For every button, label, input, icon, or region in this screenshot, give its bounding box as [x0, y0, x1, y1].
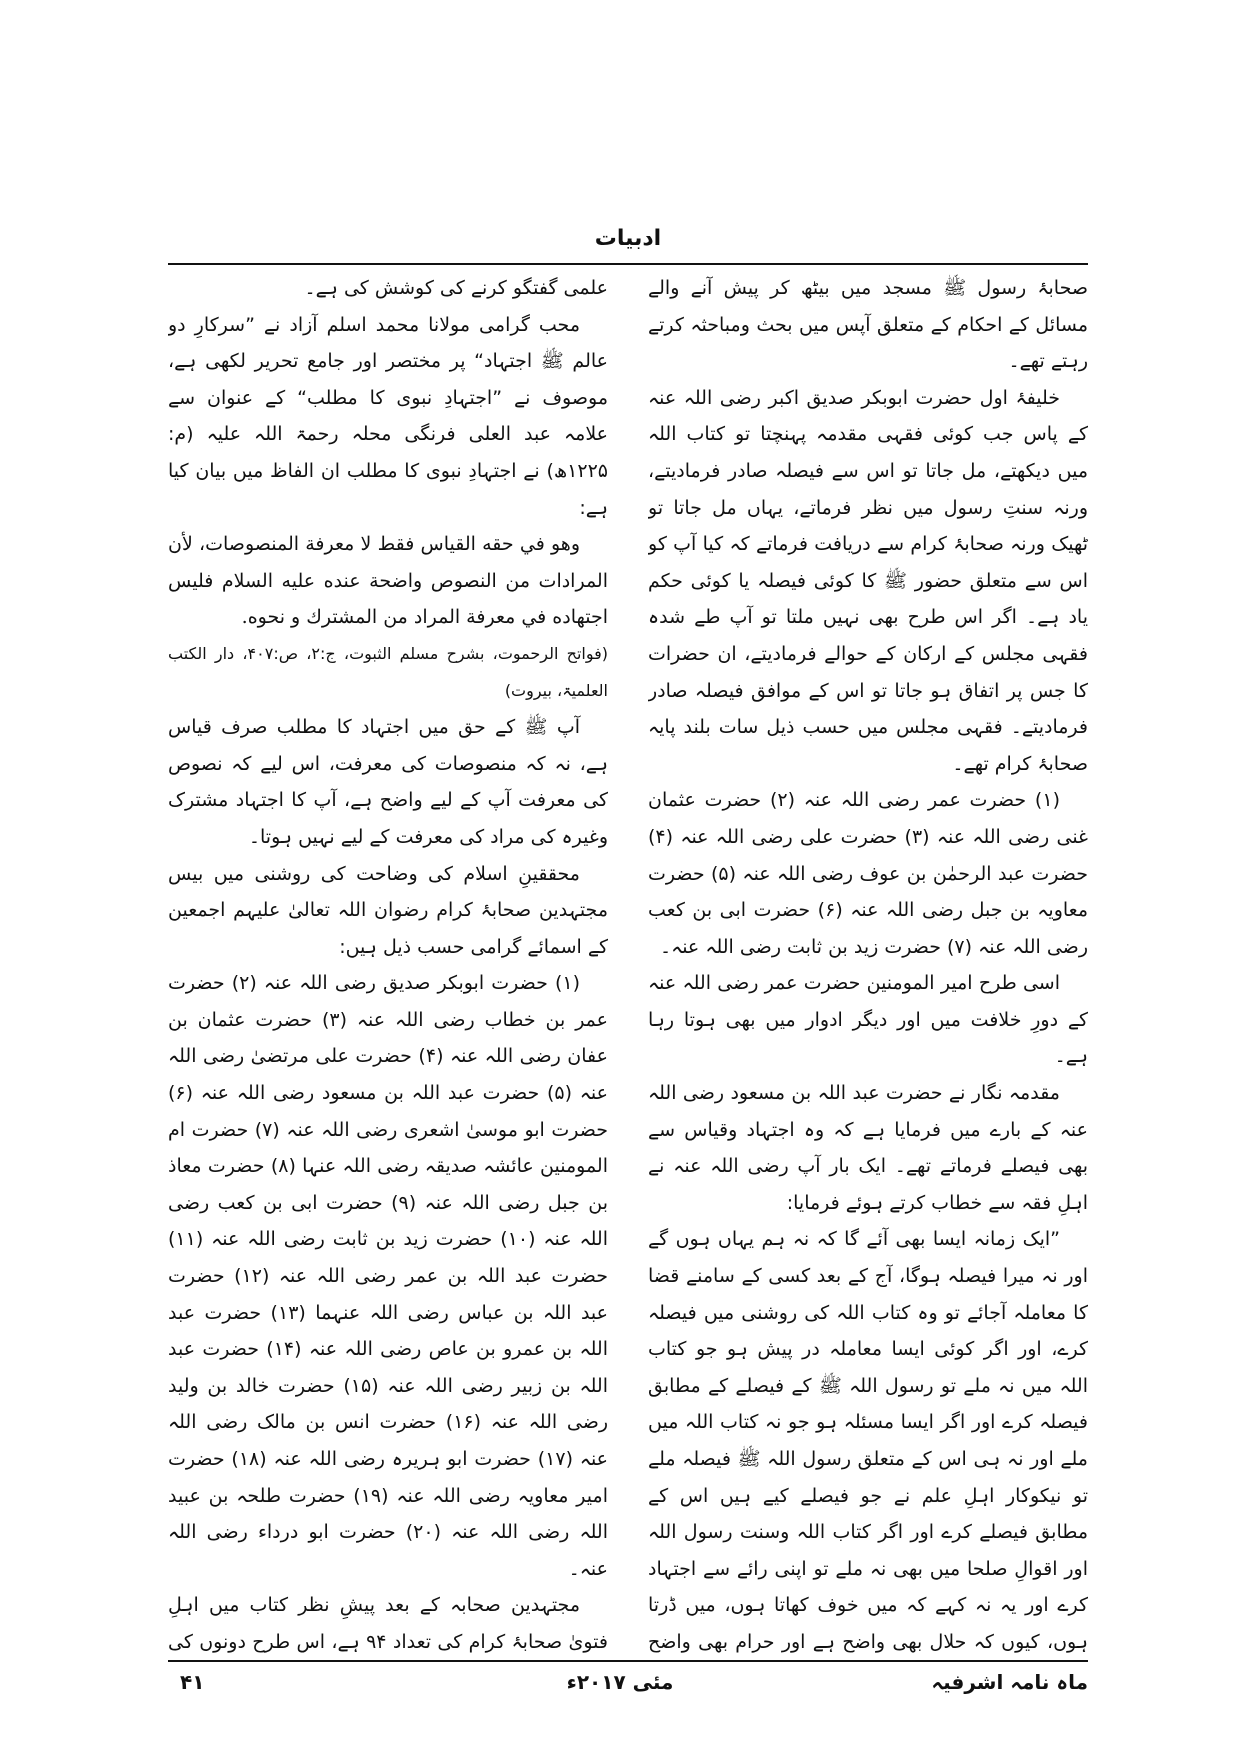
paragraph: محققینِ اسلام کی وضاحت کی روشنی میں بیس مجتہدین صحابۂ کرام رضوان اللہ تعالیٰ علیہم اجمعین کے اسمائے گرامی حسب ذیل ہیں: [168, 862, 608, 958]
paragraph: اسی طرح امیر المومنین حضرت عمر رضی اللہ عنہ کے دورِ خلافت میں اور دیگر ادوار میں بھی ہوتا رہا ہے۔ [648, 972, 1088, 1068]
section-title: ادبیات [594, 226, 662, 251]
paragraph: (فواتح الرحموت، بشرح مسلم الثبوت، ج:۲، ص:۴۰۷، دار الکتب العلمیۃ، بیروت) [168, 643, 608, 700]
left-column [168, 270, 608, 1660]
right-column [648, 270, 1088, 1660]
page-number: ۴۱ [180, 1670, 205, 1694]
paragraph: آپ ﷺ کے حق میں اجتہاد کا مطلب صرف قیاس ہے، نہ کہ منصوصات کی معرفت، اس لیے کہ نصوص کی معرفت آپ کے لیے واضح ہے، آپ کا اجتہاد مشترک وغیرہ کی مراد کی معرفت کے لیے نہیں ہوتا۔ [168, 716, 608, 848]
issue-date: مئی ۲۰۱۷ء [566, 1670, 674, 1694]
journal-name: ماہ نامہ اشرفیہ [931, 1670, 1088, 1694]
footer-divider [168, 1660, 1088, 1662]
paragraph: مقدمہ نگار نے حضرت عبد اللہ بن مسعود رضی اللہ عنہ کے بارے میں فرمایا ہے کہ وہ اجتہاد وقیاس سے بھی فیصلے فرماتے تھے۔ ایک بار آپ رضی اللہ عنہ نے اہلِ فقہ سے خطاب کرتے ہوئے فرمایا: [648, 1082, 1088, 1214]
paragraph: مجتہدین صحابہ کے بعد پیشِ نظر کتاب میں اہلِ فتویٰ صحابۂ کرام کی تعداد ۹۴ ہے، اس طرح دونوں کی [168, 1594, 608, 1653]
header-divider [168, 263, 1088, 265]
paragraph: محب گرامی مولانا محمد اسلم آزاد نے ”سرکارِ دو عالم ﷺ اجتہاد“ پر مختصر اور جامع تحریر لکھی ہے، موصوف نے ”اجتہادِ نبوی کا مطلب“ کے عنوان سے علامہ عبد العلی فرنگی محلہ رحمۃ اللہ علیہ (م: ۱۲۲۵ھ) نے اجتہادِ نبوی کا مطلب ان الفاظ میں بیان کیا ہے: [168, 313, 608, 519]
paragraph: خلیفۂ اول حضرت ابوبکر صدیق اکبر رضی اللہ عنہ کے پاس جب کوئی فقہی مقدمہ پہنچتا تو کتاب اللہ میں دیکھتے، مل جاتا تو اس سے فیصلہ صادر فرمادیتے، ورنہ سنتِ رسول میں نظر فرماتے، یہاں مل جاتا تو ٹھیک ورنہ صحابۂ کرام سے دریافت فرماتے کہ کیا آپ کو اس سے متعلق حضور ﷺ کا کوئی فیصلہ یا کوئی حکم یاد ہے۔ اگر اس طرح بھی نہیں ملتا تو آپ طے شدہ فقہی مجلس کے ارکان کے حوالے فرمادیتے، ان حضرات کا جس پر اتفاق ہو جاتا تو اس کے موافق فیصلہ صادر فرمادیتے۔ فقہی مجلس میں حسب ذیل سات بلند پایہ صحابۂ کرام تھے۔ [648, 386, 1088, 775]
paragraph: ”ایک زمانہ ایسا بھی آئے گا کہ نہ ہم یہاں ہوں گے اور نہ میرا فیصلہ ہوگا، آج کے بعد کسی کے سامنے قضا کا معاملہ آجائے تو وہ کتاب اللہ کی روشنی میں فیصلہ کرے، اور اگر کوئی ایسا معاملہ در پیش ہو جو کتاب اللہ میں نہ ملے تو رسول اللہ ﷺ کے فیصلے کے مطابق فیصلہ کرے اور اگر ایسا مسئلہ ہو جو نہ کتاب اللہ میں ملے اور نہ ہی اس کے متعلق رسول اللہ ﷺ فیصلہ ملے تو نیکوکار اہلِ علم نے جو فیصلے کیے ہیں اس کے مطابق فیصلے کرے اور اگر کتاب اللہ وسنت رسول اللہ اور اقوالِ صلحا میں بھی نہ ملے تو اپنی رائے سے اجتہاد کرے اور یہ نہ کہے کہ میں خوف کھاتا ہوں، میں ڈرتا ہوں، کیوں کہ حلال بھی واضح ہے اور حرام بھی واضح [648, 1228, 1088, 1653]
paragraph: (۱) حضرت ابوبکر صدیق رضی اللہ عنہ (۲) حضرت عمر بن خطاب رضی اللہ عنہ (۳) حضرت عثمان بن عفان رضی اللہ عنہ (۴) حضرت علی مرتضیٰ رضی اللہ عنہ (۵) حضرت عبد اللہ بن مسعود رضی اللہ عنہ (۶) حضرت ابو موسیٰ اشعری رضی اللہ عنہ (۷) حضرت ام المومنین عائشہ صدیقہ رضی اللہ عنہا (۸) حضرت معاذ بن جبل رضی اللہ عنہ (۹) حضرت ابی بن کعب رضی اللہ عنہ (۱۰) حضرت زید بن ثابت رضی اللہ عنہ (۱۱) حضرت عبد اللہ بن عمر رضی اللہ عنہ (۱۲) حضرت عبد اللہ بن عباس رضی اللہ عنہما (۱۳) حضرت عبد اللہ بن عمرو بن عاص رضی اللہ عنہ (۱۴) حضرت عبد اللہ بن زبیر رضی اللہ عنہ (۱۵) حضرت خالد بن ولید رضی اللہ عنہ (۱۶) حضرت انس بن مالک رضی اللہ عنہ (۱۷) حضرت ابو ہریرہ رضی اللہ عنہ (۱۸) حضرت امیر معاویہ رضی اللہ عنہ (۱۹) حضرت طلحہ بن عبید اللہ رضی اللہ عنہ (۲۰) حضرت ابو درداء رضی اللہ عنہ۔ [168, 972, 608, 1580]
paragraph: علمی گفتگو کرنے کی کوشش کی ہے۔ [304, 277, 608, 299]
paragraph: صحابۂ رسول ﷺ مسجد میں بیٹھ کر پیش آنے والے مسائل کے احکام کے متعلق آپس میں بحث ومباحثہ کرتے رہتے تھے۔ [648, 277, 1088, 373]
paragraph: وهو في حقه القياس فقط لا معرفة المنصوصات، لأن المرادات من النصوص واضحة عنده عليه السلام فليس اجتهاده في معرفة المراد من المشترك و نحوه. [168, 533, 608, 629]
paragraph: (۱) حضرت عمر رضی اللہ عنہ (۲) حضرت عثمان غنی رضی اللہ عنہ (۳) حضرت علی رضی اللہ عنہ (۴) حضرت عبد الرحمٰن بن عوف رضی اللہ عنہ (۵) حضرت معاویہ بن جبل رضی اللہ عنہ (۶) حضرت ابی بن کعب رضی اللہ عنہ (۷) حضرت زید بن ثابت رضی اللہ عنہ۔ [648, 789, 1088, 958]
